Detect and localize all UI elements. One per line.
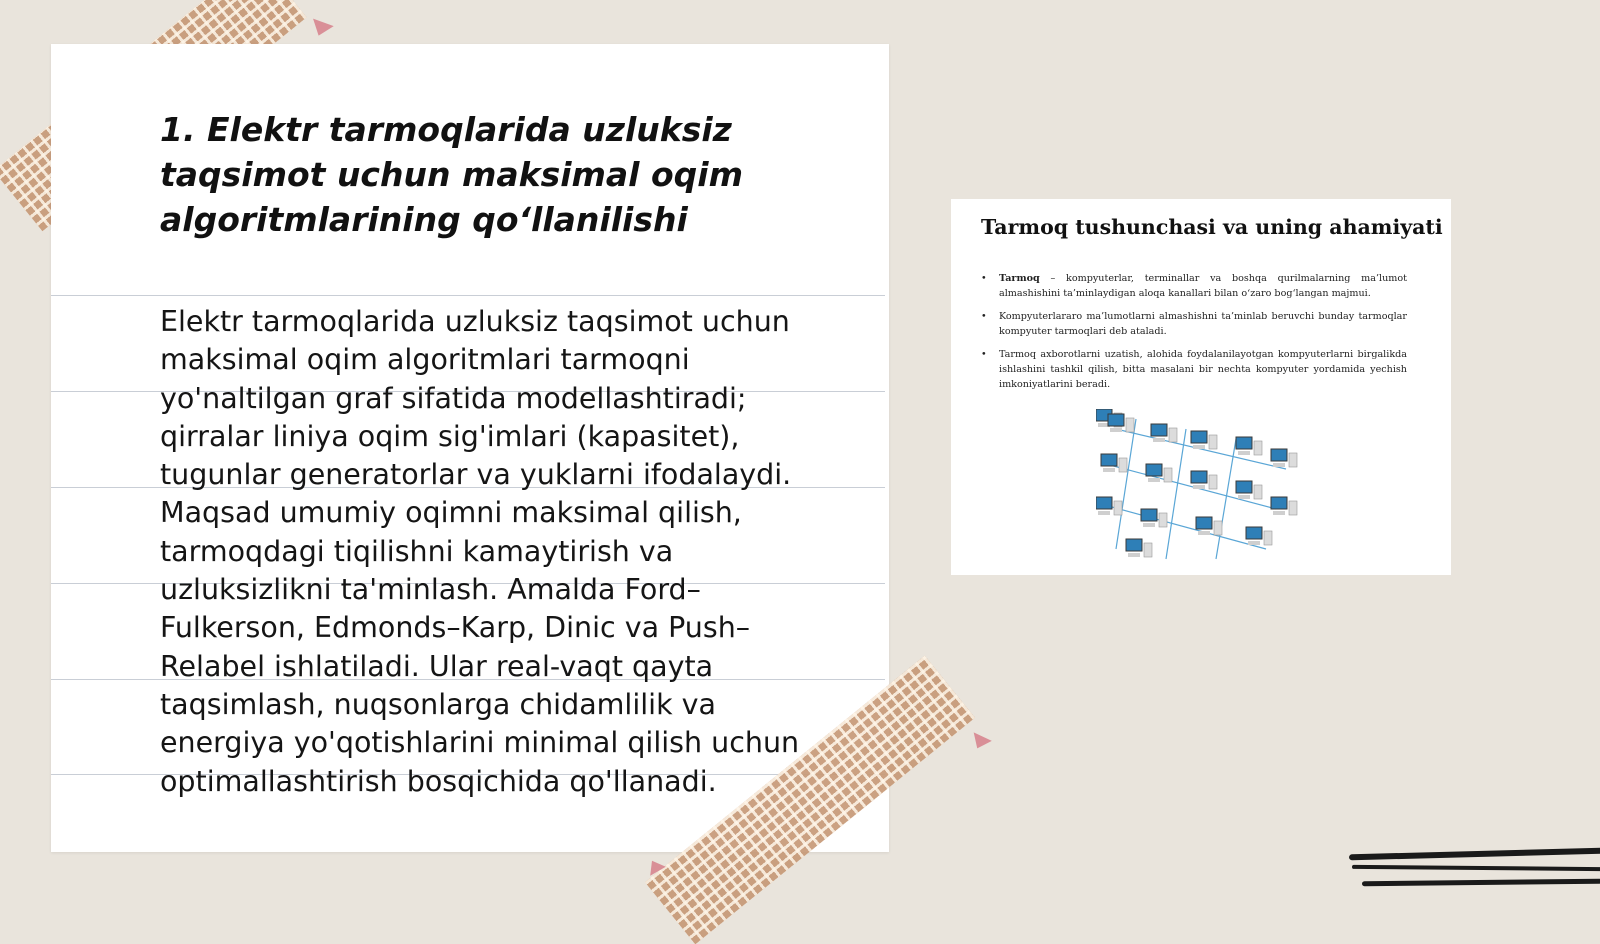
thumbnail-bullet-list [999,271,1407,400]
paper-rule [51,295,885,296]
slide-body-text: Elektr tarmoqlarida uzluksiz taqsimot uchun maksimal oqim algoritmlari tarmoqni yo'naltilgan graf sifatida modellashtiradi; qirralar liniya oqim sig'imlari (kapasitet), tugunlar generatorlar va yuklarni ifodalaydi. Maqsad umumiy oqimni maksimal qilish, tarmoqdagi tiqilishni kamaytirish va uzluksizlikni ta'minlash. Amalda Ford–Fulkerson, Edmonds–Karp, Dinic va Push–Relabel ishlatiladi. Ular real-vaqt qayta taqsimlash, nuqsonlarga chidamlilik va energiya yo'qotishlarini minimal qilish uchun optimallashtirish bosqichida qo'llanadi. [160,305,800,798]
pin-decoration-right [968,732,992,752]
brush-stroke [1352,865,1600,871]
computer-network-icon [1096,409,1301,561]
lined-paper-note [51,44,889,852]
pin-decoration-top [308,19,333,40]
thumbnail-bullet: • Tarmoq axborotlarni uzatish, alohida foydalanilayotgan kompyuterlarni birgalikda ishlashini tashkil qilish, bitta masalani bir nechta kompyuter yordamida yechish imkoniyatlarini beradi. [999,347,1407,392]
brush-stroke [1362,879,1600,887]
slide-title: 1. Elektr tarmoqlarida uzluksiz taqsimot uchun maksimal oqim algoritmlarining qo‘llanilishi [160,110,743,239]
thumbnail-bullet: • Kompyuterlararo ma’lumotlarni almashishni ta’minlab beruvchi bunday tarmoqlar kompyuter tarmoqlari deb ataladi. [999,309,1407,339]
slide-thumbnail [951,199,1451,575]
brush-stroke [1349,848,1600,861]
thumbnail-title: Tarmoq tushunchasi va uning ahamiyati [981,215,1443,239]
thumbnail-bullet: • Tarmoq – kompyuterlar, terminallar va boshqa qurilmalarning ma’lumot almashishini ta’minlaydigan aloqa kanallari bilan o‘zaro bog‘langan majmui. [999,271,1407,301]
